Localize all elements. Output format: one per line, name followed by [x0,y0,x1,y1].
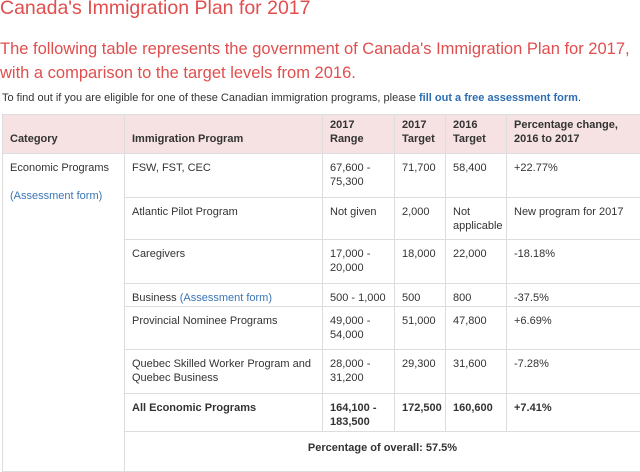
change-cell: -18.18% [507,240,640,284]
target-2016-cell: 31,600 [446,350,507,394]
category-name: Economic Programs [10,161,117,175]
category-cell [3,154,125,472]
range-cell: 28,000 - 31,200 [323,350,395,394]
change-cell: -37.5% [507,284,640,307]
range-cell: 500 - 1,000 [323,284,395,307]
table-header-row [3,115,640,154]
target-2017-cell: 71,700 [395,154,446,198]
total-target-2016-cell: 160,600 [446,394,507,432]
header-category: Category [3,115,125,154]
range-cell: Not given [323,198,395,240]
target-2016-cell: Not applicable [446,198,507,240]
change-cell: +22.77% [507,154,640,198]
header-target-2017: 2017 Target [395,115,446,154]
page-title: Canada's Immigration Plan for 2017 [0,0,310,20]
header-change: Percentage change, 2016 to 2017 [507,115,640,154]
total-program-cell: All Economic Programs [125,394,323,432]
table-row [3,154,640,198]
target-2017-cell: 18,000 [395,240,446,284]
assessment-form-link[interactable]: fill out a free assessment form [419,92,578,104]
target-2016-cell: 800 [446,284,507,307]
program-cell: Atlantic Pilot Program [125,198,323,240]
header-target-2016: 2016 Target [446,115,507,154]
range-cell: 17,000 - 20,000 [323,240,395,284]
program-cell: Provincial Nominee Programs [125,307,323,350]
intro-text: To find out if you are eligible for one of these Canadian immigration programs, please [2,92,419,104]
header-range: 2017 Range [323,115,395,154]
target-2016-cell: 22,000 [446,240,507,284]
header-program: Immigration Program [125,115,323,154]
business-assessment-link[interactable]: (Assessment form) [180,292,272,304]
program-cell: Caregivers [125,240,323,284]
change-cell: New program for 2017 [507,198,640,240]
target-2017-cell: 29,300 [395,350,446,394]
program-cell: Quebec Skilled Worker Program and Quebec Business [125,350,323,394]
target-2016-cell: 58,400 [446,154,507,198]
program-cell: FSW, FST, CEC [125,154,323,198]
overall-percentage: Percentage of overall: 57.5% [125,432,640,472]
target-2016-cell: 47,800 [446,307,507,350]
total-change-cell: +7.41% [507,394,640,432]
program-cell [125,284,323,307]
target-2017-cell: 51,000 [395,307,446,350]
intro-paragraph [2,92,581,104]
immigration-plan-table [2,114,640,472]
category-assessment-link[interactable]: (Assessment form) [10,190,102,202]
intro-end: . [578,92,581,104]
program-name: Business [132,292,177,304]
target-2017-cell: 2,000 [395,198,446,240]
change-cell: -7.28% [507,350,640,394]
page-subtitle: The following table represents the government of Canada's Immigration Plan for 2017, with a comparison to the target levels from 2016. [0,37,640,85]
change-cell: +6.69% [507,307,640,350]
total-target-2017-cell: 172,500 [395,394,446,432]
range-cell: 49,000 - 54,000 [323,307,395,350]
range-cell: 67,600 - 75,300 [323,154,395,198]
total-range-cell: 164,100 - 183,500 [323,394,395,432]
target-2017-cell: 500 [395,284,446,307]
